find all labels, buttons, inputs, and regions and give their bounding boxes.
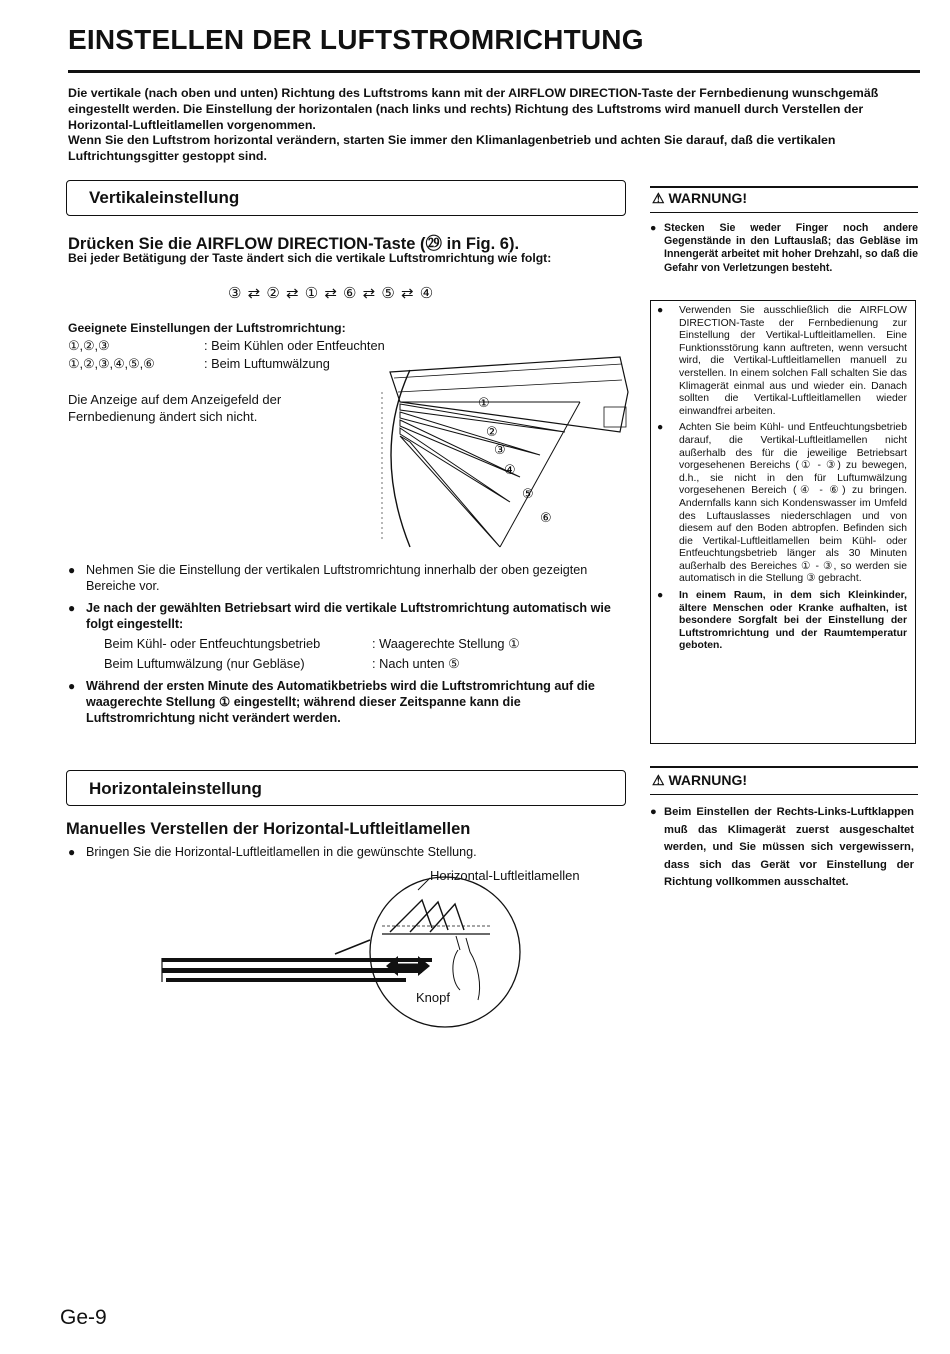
intro-paragraph: Wenn Sie den Luftstrom horizontal verändern, starten Sie immer den Klimanlagenbetrieb und achten Sie darauf, daß die vertikalen Luftrichtungsgitter gestoppt sind. bbox=[68, 133, 836, 164]
warning-top-rule bbox=[650, 766, 918, 768]
auto-setting-value: : Waagerechte Stellung ① bbox=[372, 636, 520, 651]
bullet-dot-icon: ● bbox=[68, 563, 76, 577]
diagram-label bbox=[540, 511, 552, 526]
horizontal-heading: Manuelles Verstellen der Horizontal-Luftleitlamellen bbox=[66, 820, 471, 838]
knob-label: Knopf bbox=[416, 990, 450, 1005]
suitable-row bbox=[68, 356, 155, 372]
warning-box bbox=[650, 300, 916, 744]
vertical-airflow-diagram bbox=[370, 352, 632, 558]
suitable-row bbox=[68, 338, 110, 354]
horizontal-louver-diagram bbox=[160, 870, 530, 1030]
warning-text-body: Stecken Sie weder Finger noch andere Gegenstände in den Luftauslaß; das Gebläse im Innengerät arbeitet mit hoher Drehzahl, so daß die Gefahr von Verletzungen besteht. bbox=[664, 222, 918, 274]
bullet-item bbox=[68, 678, 632, 727]
display-note: Die Anzeige auf dem Anzeigefeld der Fernbedienung ändert sich nicht. bbox=[68, 392, 282, 424]
vertical-heading: Drücken Sie die AIRFLOW DIRECTION-Taste (㉙ in Fig. 6). bbox=[68, 235, 520, 253]
direction-sequence: ③ ⇄ ② ⇄ ① ⇄ ⑥ ⇄ ⑤ ⇄ ④ bbox=[228, 285, 435, 302]
diagram-label bbox=[486, 425, 498, 440]
bullet-text: Bringen Sie die Horizontal-Luftleitlamellen in die gewünschte Stellung. bbox=[86, 845, 477, 859]
diagram-label bbox=[494, 443, 506, 458]
warning-triangle-icon: ⚠ bbox=[652, 190, 665, 206]
warning-box-text: In einem Raum, in dem sich Kleinkinder, ältere Menschen oder Kranke aufhalten, ist besondere Sorgfalt bei der Einstellung der Luftstromrichtung und der Raumtemperatur geboten. bbox=[679, 590, 907, 652]
bullet-item bbox=[68, 562, 632, 594]
bullet-dot-icon: ● bbox=[657, 305, 664, 316]
warning-rule bbox=[650, 794, 918, 795]
bullet-text: Nehmen Sie die Einstellung der vertikalen Luftstromrichtung innerhalb der oben gezeigten Bereiche vor. bbox=[86, 563, 588, 594]
bullet-item bbox=[68, 600, 632, 632]
page-title: EINSTELLEN DER LUFTSTROMRICHTUNG bbox=[68, 24, 644, 55]
svg-text:④: ④ bbox=[504, 463, 516, 478]
section-box-vertical bbox=[66, 180, 626, 216]
warning-box-text: Verwenden Sie ausschließlich die AIRFLOW DIRECTION-Taste der Fernbedienung zur Einstellung der Vertikal-Luftleitlamellen. Eine Funktionsstörung kann auftreten, wenn versucht wird, die Vertikal-Luftleitlamellen manuell zu verstellen. In einem solchen Fall schalten Sie das Klimagerät einmal aus und wieder ein. Danach sollten die Vertikal-Luftleitlamellen wieder einwandfrei arbeiten. bbox=[679, 305, 907, 417]
warning-triangle-icon: ⚠ bbox=[652, 772, 665, 788]
louvers-label: Horizontal-Luftleitlamellen bbox=[430, 868, 580, 883]
diagram-label bbox=[504, 463, 516, 478]
bullet-text: Während der ersten Minute des Automatikbetriebs wird die Luftstromrichtung auf die waagerechte Stellung ① eingestellt; während dieser Zeitspanne kann die Luftstromrichtung nicht verändert werden. bbox=[86, 679, 595, 726]
page-number: Ge-9 bbox=[60, 1306, 107, 1329]
section-title-horizontal: Horizontaleinstellung bbox=[89, 779, 262, 798]
suitable-positions: ①,②,③,④,⑤,⑥ bbox=[68, 356, 155, 371]
svg-text:⑥: ⑥ bbox=[540, 511, 552, 526]
auto-setting-value: : Nach unten ⑤ bbox=[372, 656, 460, 671]
warning-text bbox=[650, 804, 914, 892]
warning-label: WARNUNG! bbox=[668, 190, 747, 206]
suitable-row-mode: : Beim Kühlen oder Entfeuchten bbox=[204, 338, 385, 353]
warning-box-item bbox=[657, 422, 907, 586]
svg-text:②: ② bbox=[486, 425, 498, 440]
bullet-text: Je nach der gewählten Betriebsart wird die vertikale Luftstromrichtung automatisch wie folgt eingestellt: bbox=[86, 601, 611, 632]
bullet-dot-icon: ● bbox=[650, 222, 657, 234]
auto-setting-mode: Beim Kühl- oder Entfeuchtungsbetrieb bbox=[104, 636, 321, 651]
warning-box-item bbox=[657, 305, 907, 418]
svg-text:⑤: ⑤ bbox=[522, 487, 534, 502]
section-box-horizontal bbox=[66, 770, 626, 806]
svg-text:③: ③ bbox=[494, 443, 506, 458]
suitable-row-mode: : Beim Luftumwälzung bbox=[204, 356, 330, 371]
diagram-label bbox=[522, 487, 534, 502]
warning-label: WARNUNG! bbox=[668, 772, 747, 788]
bullet-dot-icon: ● bbox=[68, 679, 76, 693]
warning-text-body: Beim Einstellen der Rechts-Links-Luftklappen muß das Klimagerät zuerst ausgeschaltet werden, und Sie müssen sich vergewissern, dass sich das Gerät vor Einstellung der Richtung vollkommen ausschaltet. bbox=[664, 806, 914, 888]
warning-top-rule bbox=[650, 186, 918, 188]
vertical-subtext: Bei jeder Betätigung der Taste ändert sich die vertikale Luftstromrichtung wie folgt: bbox=[68, 251, 552, 265]
bullet-dot-icon: ● bbox=[657, 422, 664, 434]
warning-heading bbox=[652, 772, 747, 789]
intro-text bbox=[68, 86, 920, 165]
svg-text:①: ① bbox=[478, 396, 490, 411]
diagram-label bbox=[478, 396, 490, 411]
suitable-positions: ①,②,③ bbox=[68, 338, 110, 353]
bullet-dot-icon: ● bbox=[68, 845, 76, 859]
warning-text bbox=[650, 222, 918, 275]
warning-box-text: Achten Sie beim Kühl- und Entfeuchtungsbetrieb darauf, die Vertikal-Luftleitlamellen nicht außerhalb des für die jeweilige Betriebsart vorgesehenen Bereichs (① - ③) zu bewegen, d.h., sie nicht in den für Luftumwälzung vorgesehenen Bereich (④ - ⑥) zu bringen. Andernfalls kann sich Kondenswasser im Umfeld des Luftauslasses niederschlagen und von diesem auf den Boden abtropfen. Befinden sich die Vertikal-Luftleitlamellen beim Kühl- oder Entfeuchtungsbetrieb länger als 30 Minuten außerhalb des Bereiches ① - ③, so werden sie automatisch in die Stellung ③ gebracht. bbox=[679, 422, 907, 585]
bullet-item bbox=[68, 844, 628, 860]
section-title-vertical: Vertikaleinstellung bbox=[89, 188, 240, 207]
warning-rule bbox=[650, 212, 918, 213]
title-rule bbox=[68, 70, 920, 73]
warning-heading bbox=[652, 190, 747, 207]
auto-setting-mode: Beim Luftumwälzung (nur Gebläse) bbox=[104, 656, 305, 671]
intro-paragraph: Die vertikale (nach oben und unten) Richtung des Luftstroms kann mit der AIRFLOW DIRECTION-Taste der Fernbedienung wunschgemäß eingestellt werden. Die Einstellung der horizontalen (nach links und rechts) Richtung des Luftstroms wird manuell durch Verstellen der Horizontal-Luftleitlamellen vorgenommen. bbox=[68, 86, 879, 132]
suitable-heading: Geeignete Einstellungen der Luftstromrichtung: bbox=[68, 321, 346, 335]
warning-box-item bbox=[657, 590, 907, 653]
bullet-dot-icon: ● bbox=[68, 601, 76, 615]
bullet-dot-icon: ● bbox=[657, 590, 664, 602]
bullet-dot-icon: ● bbox=[650, 806, 657, 818]
